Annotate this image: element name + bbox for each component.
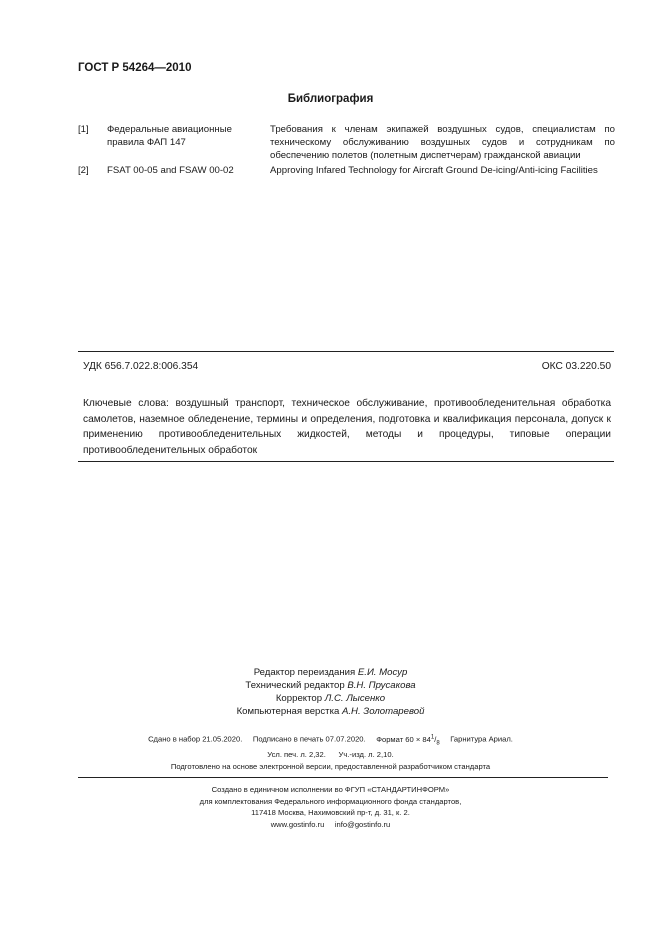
proofreader-name: Л.С. Лысенко — [324, 693, 386, 704]
entry-number: [2] — [78, 165, 89, 176]
print-info — [0, 731, 661, 773]
print-info-line2: Усл. печ. л. 2,32. Уч.-изд. л. 2,10. — [267, 750, 394, 760]
oks-code: ОКС 03.220.50 — [541, 361, 611, 372]
tech-editor-name: В.Н. Прусакова — [347, 680, 416, 691]
layout-name: А.Н. Золотаревой — [341, 706, 425, 717]
document-code: ГОСТ Р 54264—2010 — [78, 62, 192, 74]
publisher-contacts — [0, 819, 661, 831]
editor-name: Е.И. Мосур — [357, 667, 408, 678]
website-link[interactable]: www.gostinfo.ru — [270, 819, 325, 829]
bibliography-title: Библиография — [287, 93, 374, 105]
divider — [78, 777, 608, 778]
divider — [78, 351, 614, 352]
keywords-paragraph: Ключевые слова: воздушный транспорт, техническое обслуживание, противообледенительная обработка самолетов, наземное обледенение, термины и определения, подготовка и квалификация персонала, допуск к применению противообледенительных жидкостей, методы и процедуры, типовые операции противообледенительных обработок — [83, 398, 611, 456]
udk-code: УДК 656.7.022.8:006.354 — [83, 361, 199, 372]
entry-source: FSAT 00-05 and FSAW 00-02 — [107, 165, 234, 176]
credit-proofreader: Корректор Л.С. Лысенко — [275, 693, 386, 704]
print-info-line3: Подготовлено на основе электронной версии, предоставленной разработчиком стандарта — [170, 762, 491, 772]
credit-layout: Компьютерная верстка А.Н. Золотаревой — [236, 706, 425, 717]
credits-block — [0, 666, 661, 718]
credit-editor: Редактор переиздания Е.И. Мосур — [253, 667, 408, 678]
email-link[interactable]: info@gostinfo.ru — [334, 819, 391, 829]
divider — [78, 461, 614, 462]
format-label: Формат $60 \times 84^1/_8$ — [376, 734, 440, 747]
entry-description: Approving Infared Technology for Aircraft Ground De-icing/Anti-icing Facilities — [270, 165, 598, 176]
credit-tech-editor: Технический редактор В.Н. Прусакова — [245, 680, 416, 691]
entry-number: [1] — [78, 124, 89, 135]
entry-description: Требования к членам экипажей воздушных судов, специалистам по техническому обслуживанию воздушных судов и сотрудникам по обеспечению полетов (полетным диспетчерам) гражданской авиации — [270, 124, 615, 161]
entry-source: Федеральные авиационные правила ФАП 147 — [107, 124, 232, 148]
print-info-line1: Сдано в набор 21.05.2020. Подписано в печать 07.07.2020. Формат $60 \times 84^1/_8$ Гарнитура Ариал. — [148, 734, 513, 747]
publisher-block: Создано в единичном исполнении во ФГУП «СТАНДАРТИНФОРМ» для комплектования Федерального информационного фонда стандартов, 117418 Москва, Нахимовский пр-т, д. 31, к. 2. www.gostinfo.ru info@gostinfo.ru — [0, 784, 661, 830]
